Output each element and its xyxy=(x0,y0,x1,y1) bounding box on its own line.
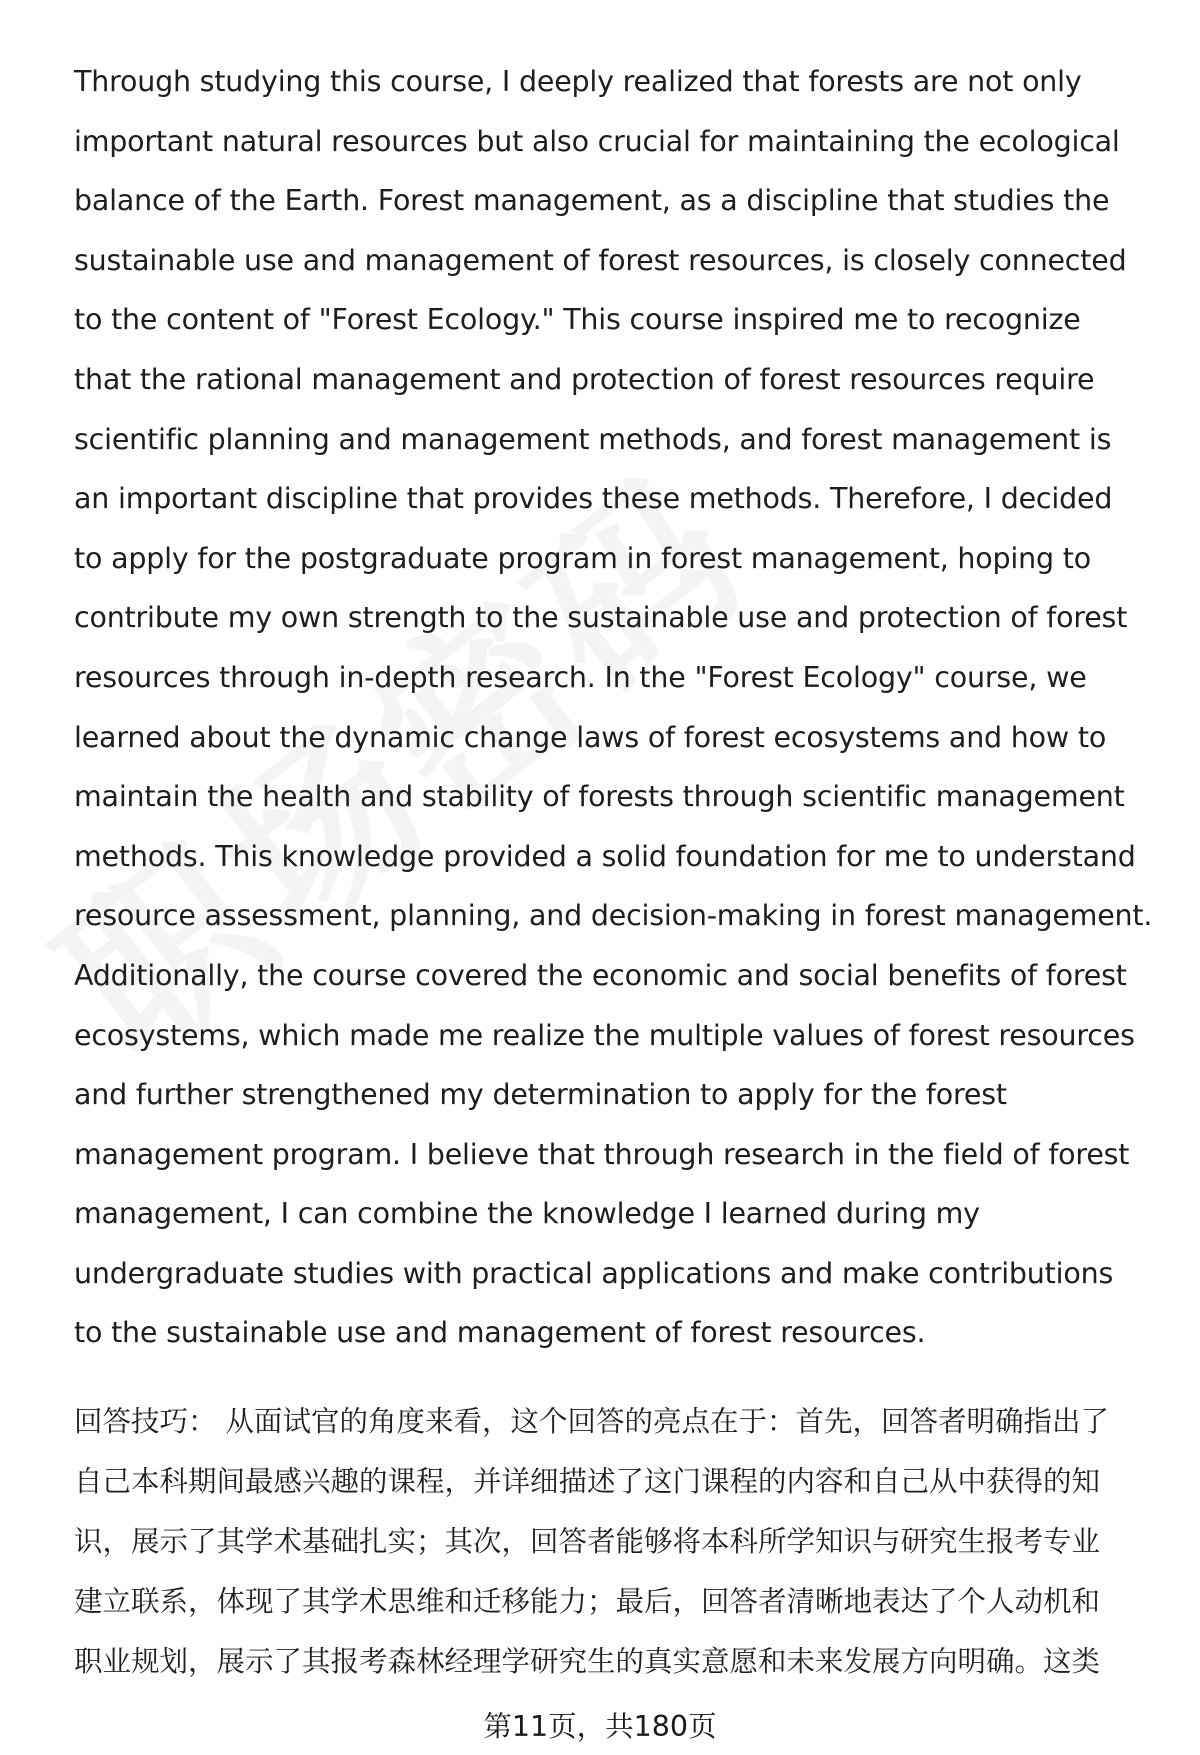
text-line: Additionally, the course covered the economic and social benefits of forest xyxy=(74,958,1127,992)
text-line: 职业规划，展示了其报考森林经理学研究生的真实意愿和未来发展方向明确。这类 xyxy=(74,1645,1101,1678)
text-line: scientific planning and management methods, and forest management is xyxy=(74,422,1112,456)
text-line: contribute my own strength to the sustainable use and protection of forest xyxy=(74,601,1128,635)
text-line: resources through in-depth research. In the "Forest Ecology" course, we xyxy=(74,660,1087,694)
text-line: maintain the health and stability of forests through scientific management xyxy=(74,780,1125,814)
text-line: management, I can combine the knowledge I learned during my xyxy=(74,1197,980,1231)
page-number-footer: 第11页，共180页 xyxy=(483,1710,717,1743)
text-line: management program. I believe that through research in the field of forest xyxy=(74,1137,1130,1171)
text-line: and further strengthened my determination to apply for the forest xyxy=(74,1078,1007,1112)
text-line: 回答技巧： 从面试官的角度来看，这个回答的亮点在于：首先，回答者明确指出了 xyxy=(74,1405,1110,1438)
text-line: to the sustainable use and management of forest resources. xyxy=(74,1316,926,1350)
text-line: learned about the dynamic change laws of forest ecosystems and how to xyxy=(74,720,1107,754)
english-answer-paragraph xyxy=(74,52,1164,1363)
text-line: 自己本科期间最感兴趣的课程，并详细描述了这门课程的内容和自己从中获得的知 xyxy=(74,1465,1101,1498)
answer-tips-paragraph xyxy=(74,1392,1164,1692)
text-line: an important discipline that provides these methods. Therefore, I decided xyxy=(74,482,1113,516)
text-line: 建立联系，体现了其学术思维和迁移能力；最后，回答者清晰地表达了个人动机和 xyxy=(74,1585,1101,1618)
text-line: undergraduate studies with practical applications and make contributions xyxy=(74,1256,1114,1290)
text-line: sustainable use and management of forest resources, is closely connected xyxy=(74,243,1127,277)
text-line: to the content of "Forest Ecology." This course inspired me to recognize xyxy=(74,303,1081,337)
text-line: ecosystems, which made me realize the multiple values of forest resources xyxy=(74,1018,1135,1052)
text-line: 识，展示了其学术基础扎实；其次，回答者能够将本科所学知识与研究生报考专业 xyxy=(74,1525,1101,1558)
text-line: resource assessment, planning, and decision-making in forest management. xyxy=(74,899,1153,933)
text-line: Through studying this course, I deeply realized that forests are not only xyxy=(74,65,1082,98)
text-line: to apply for the postgraduate program in forest management, hoping to xyxy=(74,541,1091,575)
text-line: methods. This knowledge provided a solid foundation for me to understand xyxy=(74,839,1136,873)
text-line: important natural resources but also crucial for maintaining the ecological xyxy=(74,124,1120,158)
text-line: that the rational management and protection of forest resources require xyxy=(74,362,1095,396)
text-line: balance of the Earth. Forest management, as a discipline that studies the xyxy=(74,184,1110,218)
